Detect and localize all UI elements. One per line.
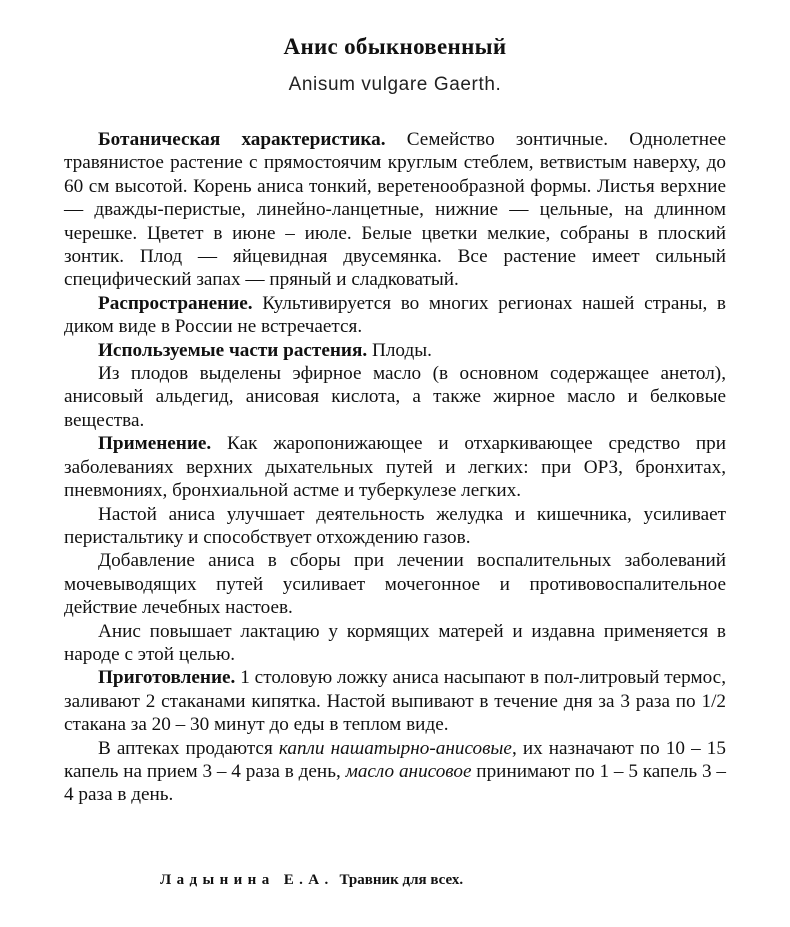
latin-name: Anisum vulgare Gaerth. — [288, 74, 502, 95]
pharmacy-text-2: , их назначают по 10 – 15 капель на прием 3 – 4 раза в день, — [64, 737, 726, 782]
application-paragraph-2: Настой аниса улучшает деятельность желудка и кишечника, усиливает перистальтику и способствует отхождению газов. — [64, 503, 726, 548]
application-paragraph-4: Анис повышает лактацию у кормящих матерей и издавна применяется в народе с этой целью. — [64, 620, 726, 665]
application-heading: Применение. — [98, 433, 212, 455]
preparation-heading: Приготовление. — [98, 667, 236, 689]
preparation-paragraph — [64, 666, 726, 736]
pharmacy-paragraph — [64, 737, 726, 807]
application-paragraph-3: Добавление аниса в сборы при лечении воспалительных заболеваний мочевыводящих путей усиливает мочегонное и противовоспалительное действие лечебных настоев. — [64, 550, 726, 619]
botany-paragraph — [64, 128, 726, 292]
pharmacy-text-1: В аптеках продаются — [98, 737, 279, 759]
footer-author: Ладынина Е.А. — [160, 872, 334, 888]
parts-heading: Используемые части растения. — [98, 339, 368, 361]
distribution-text: Культивируется во многих регионах нашей страны, в диком виде в России не встречается. — [64, 292, 726, 338]
distribution-heading: Распространение. — [98, 292, 253, 314]
parts-text: Плоды. — [367, 339, 432, 361]
botany-heading: Ботаническая характеристика. — [98, 129, 386, 150]
parts-paragraph — [64, 339, 726, 362]
article-body — [64, 128, 726, 807]
pharmacy-text-3: принимают по 1 – 5 капель 3 – 4 раза в день. — [64, 760, 726, 806]
pharmacy-drops-italic: капли нашатырно-анисовые — [278, 737, 512, 759]
source-footer — [160, 872, 463, 889]
page-title: Анис обыкновенный — [283, 34, 507, 59]
footer-book-title: Травник для всех. — [339, 872, 464, 888]
botany-text: Семейство зонтичные. Однолетнее травянистое растение с прямостоячим круглым стеблем, ветвистым наверху, до 60 см высотой. Корень аниса тонкий, веретенообразной формы. Листья верхние — дважды-перистые, линейно-ланцетные, нижние — цельные, на длинном черешке. Цветет в июне – июле. Белые цветки мелкие, собраны в плоский зонтик. Плод — яйцевидная двусемянка. Все растение имеет сильный специфический запах — пряный и сладковатый. — [64, 129, 726, 291]
distribution-paragraph — [64, 292, 726, 339]
pharmacy-oil-italic: масло анисовое — [345, 760, 472, 782]
composition-paragraph: Из плодов выделены эфирное масло (в основном содержащее анетол), анисовый альдегид, анисовая кислота, а также жирное масло и белковые вещества. — [64, 363, 726, 431]
application-text: Как жаропонижающее и отхаркивающее средство при заболеваниях верхних дыхательных путей и легких: при ОРЗ, бронхитах, пневмониях, бронхиальной астме и туберкулезе легких. — [64, 433, 726, 502]
application-paragraph — [64, 432, 726, 502]
preparation-text: 1 столовую ложку аниса насыпают в пол-литровый термос, заливают 2 стаканами кипятка. Настой выпивают в течение дня за 3 раза по 1/2 стакана за 20 – 30 минут до еды в теплом виде. — [64, 667, 726, 736]
